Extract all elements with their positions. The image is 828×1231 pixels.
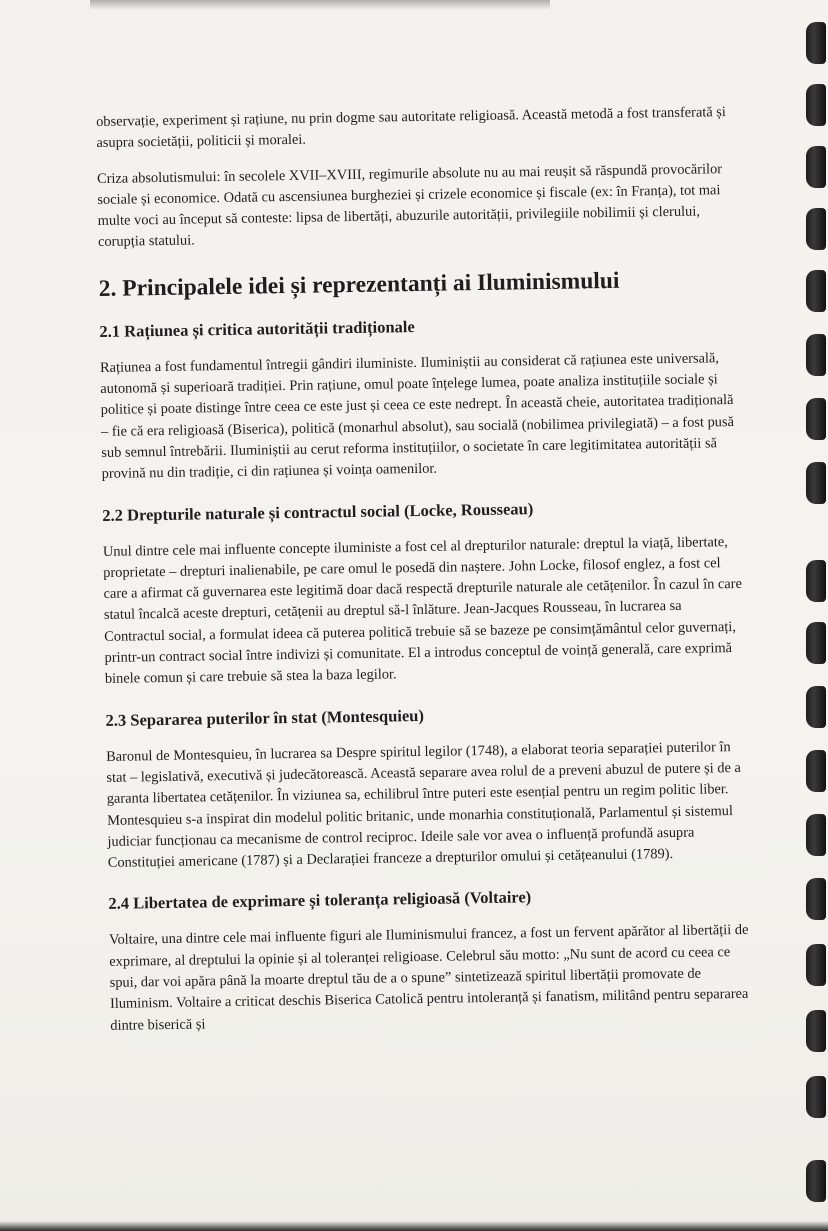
- binding-hole: [806, 398, 826, 440]
- binding-hole: [806, 750, 826, 792]
- binding-hole: [806, 462, 826, 504]
- binding-hole: [806, 622, 826, 664]
- spiral-binding: [798, 0, 828, 1231]
- section-paragraph: Rațiunea a fost fundamentul întregii gândiri iluministe. Iluminiștii au considerat că rațiunea este universală, autonomă și superioară tradiției. Prin rațiune, omul poate înțelege lumea, poate analiza instituțiile sociale și politice și poate distinge între ceea ce este just și ceea ce este nedrept. În această cheie, autoritatea tradițională – fie că era religioasă (Biserica), politică (monarhul absolut), sau socială (nobilimea privilegiată) – a fost pusă sub semnul întrebării. Iluminiștii au cerut reforma instituțiilor, o societate în care legitimitatea autorității să provină nu din tradiție, ci din rațiunea și voința oamenilor.: [99, 350, 735, 483]
- page-bottom-edge: [0, 1221, 828, 1231]
- binding-hole: [806, 270, 826, 312]
- binding-hole: [806, 1160, 826, 1202]
- section-heading: 2.3 Separarea puterilor în stat (Montesquieu): [105, 705, 425, 730]
- binding-hole: [806, 334, 826, 376]
- binding-hole: [806, 208, 826, 250]
- section-heading: 2.2 Drepturile naturale și contractul social (Locke, Rousseau): [102, 498, 534, 525]
- intro-paragraph-1: observație, experiment și rațiune, nu prin dogme sau autoritate religioasă. Această metodă a fost transferată și asupra societății, politicii și moralei.: [96, 104, 726, 152]
- section-paragraph: Voltaire, una dintre cele mai influente figuri ale Iluminismului francez, a fost un fervent apărător al libertății de exprimare, al dreptului la opinie și al toleranței religioase. Celebrul său motto: „Nu sunt de acord cu ceea ce spui, dar voi apăra până la moarte dreptul tău de a o spune” sintetizează spiritul libertății promovate de Iluminism. Voltaire a criticat deschis Biserica Catolică pentru intoleranță și fanatism, militând pentru separarea dintre biserică și: [108, 922, 749, 1034]
- binding-hole: [806, 1010, 826, 1052]
- intro-paragraph-2: Criza absolutismului: în secolele XVII–XVIII, regimurile absolute nu au mai reușit să răspundă provocărilor sociale și economice. Odată cu ascensiunea burgheziei și crizele economice și fiscale (ex: în Franța), tot mai multe voci au început să conteste: lipsa de libertăți, abuzurile autorității, privilegiile nobilimii și clerului, corupția statului.: [96, 160, 723, 251]
- section-paragraph: Baronul de Montesquieu, în lucrarea sa Despre spiritul legilor (1748), a elaborat teoria separației puterilor în stat – legislativă, executivă și judecătorească. Această separare avea rolul de a preveni abuzul de putere și de a garanta libertatea cetățenilor. În viziunea sa, echilibrul între puteri este esențial pentru un regim politic liber. Montesquieu s-a inspirat din modelul politic britanic, unde monarhia constituțională, Parlamentul și sistemul judiciar funcționau ca mecanisme de control reciproc. Ideile sale vor avea o influență profundă asupra Constituției americane (1787) și a Declarației franceze a drepturilor omului și cetățeanului (1789).: [105, 738, 742, 872]
- binding-hole: [806, 560, 826, 602]
- section-paragraph: Unul dintre cele mai influente concepte iluministe a fost cel al drepturilor naturale: dreptul la viață, libertate, proprietate – drepturi inalienabile, pe care omul le posedă din naștere. John Locke, filosof englez, a fost cel care a afirmat că guvernarea este legitimă doar dacă respectă drepturile naturale ale cetățenilor. În cazul în care statul încalcă aceste drepturi, cetățenii au dreptul să-l înlăture. Jean-Jacques Rousseau, în lucrarea sa Contractul social, a formulat ideea că puterea politică trebuie să se bazeze pe consimțământul celor guvernați, printr-un contract social între indivizi și comunitate. El a introdus conceptul de voință generală, care exprimă binele comun și care trebuie să stea la baza legilor.: [102, 533, 743, 688]
- binding-hole: [806, 878, 826, 920]
- binding-hole: [806, 84, 826, 126]
- section-heading: 2.1 Rațiunea și critica autorității tradiționale: [99, 316, 415, 341]
- page-content: [96, 102, 750, 1037]
- binding-hole: [806, 686, 826, 728]
- chapter-title: 2. Principalele idei și reprezentanți ai Iluminismului: [98, 267, 620, 302]
- binding-hole: [806, 146, 826, 188]
- binding-hole: [806, 1076, 826, 1118]
- page-top-shadow: [90, 0, 550, 10]
- binding-hole: [806, 944, 826, 986]
- binding-hole: [806, 22, 826, 64]
- binding-hole: [806, 814, 826, 856]
- section-heading: 2.4 Libertatea de exprimare și toleranța religioasă (Voltaire): [108, 887, 532, 914]
